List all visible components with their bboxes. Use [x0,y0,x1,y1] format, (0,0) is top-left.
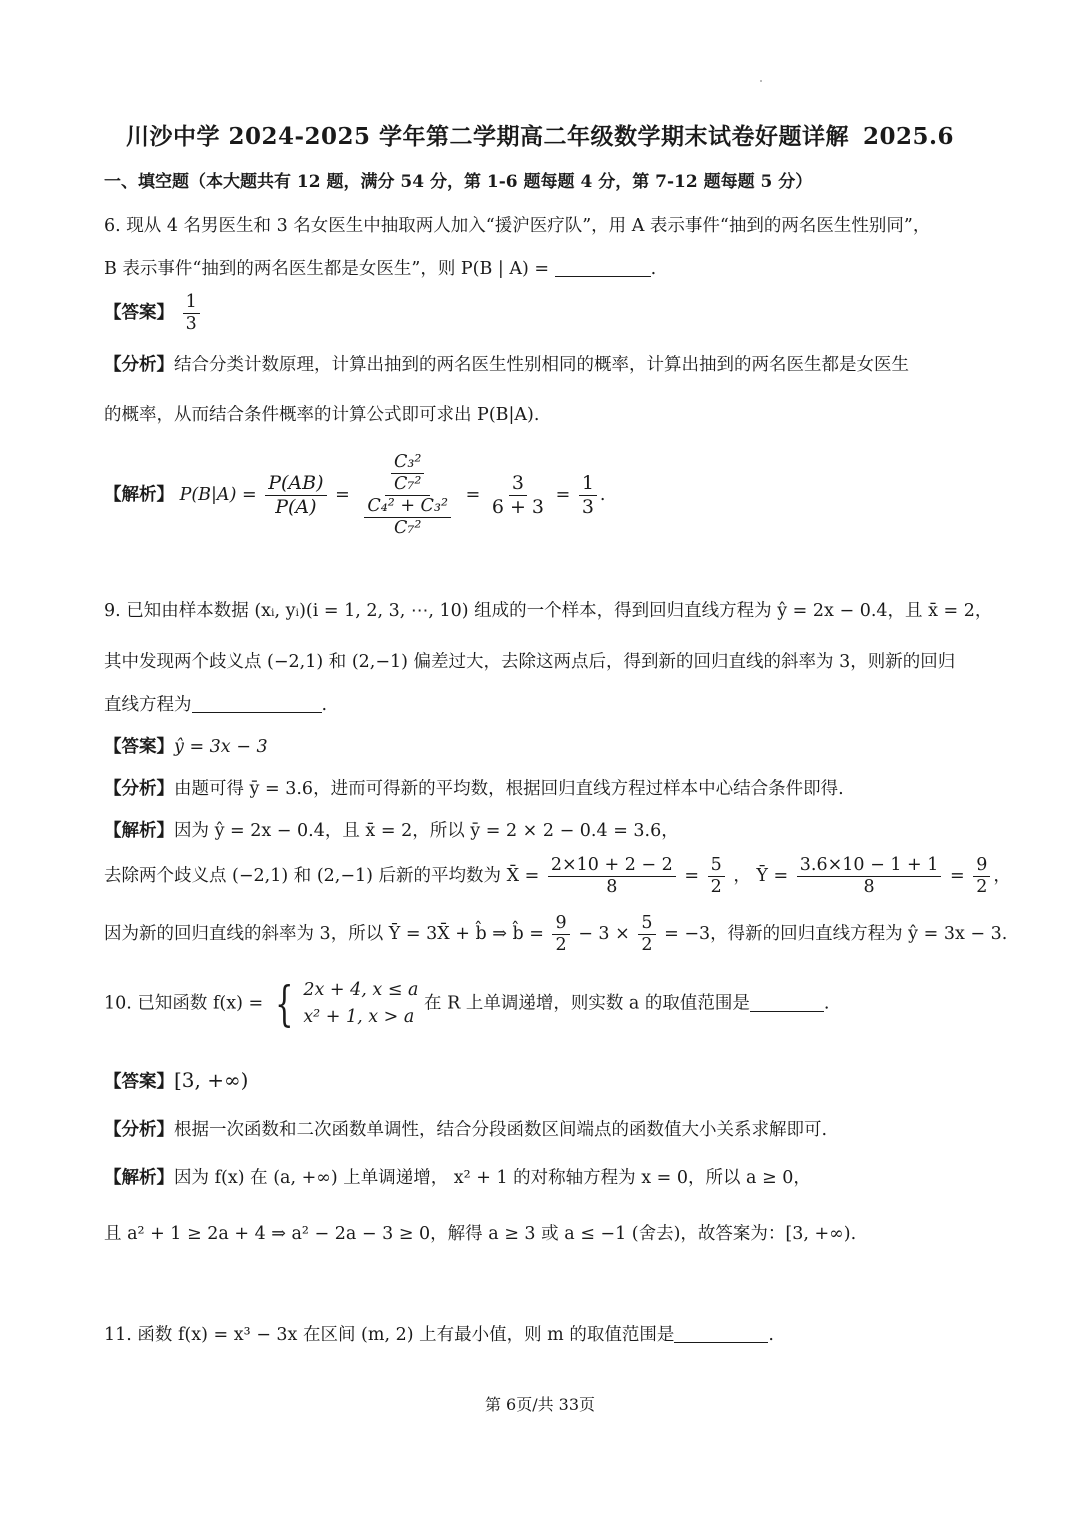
q9-sol-3-frac1 [552,913,569,956]
q11-text: 11. 函数 f(x) = x³ − 3x 在区间 (m, 2) 上有最小值，则 m 的取值范围是 [104,1325,675,1345]
q10-analysis [104,1120,827,1141]
q6-sol-frac2 [358,452,457,539]
q6-sol-c42-c32: C₄² + C₃² [364,496,451,518]
title-text: 川沙中学 2024-2025 学年第二学期高二年级数学期末试卷好题详解 [125,123,850,150]
q6-answer-label: 【答案】 [104,303,174,323]
q6-sol-eq2: = [465,485,481,505]
q6-line1: 6. 现从 4 名男医生和 3 名女医生中抽取两人加入“援沪医疗队”，用 A 表示事件“抽到的两名医生性别同”， [104,216,931,236]
q10-answer [104,1068,248,1093]
q9-answer-blank [192,694,322,713]
title-date: 2025.6 [863,123,955,150]
q10-piecewise [269,976,419,1032]
q9-sol-3-f1-den: 2 [555,935,567,955]
q10-post: 在 R 上单调递增，则实数 a 的取值范围是 [424,993,750,1014]
q9-sol-2-frac3 [797,855,942,898]
q9-sol-2-frac1 [548,855,676,898]
q9-analysis [104,779,844,800]
q10-case1: 2x + 4, x ≤ a [303,980,419,1000]
q9-sol-2-f3-num: 3.6×10 − 1 + 1 [797,855,942,877]
q9-sol-3-end: = −3，得新的回归直线方程为 ŷ = 3x − 3. [664,924,1008,944]
q6-sol-c72-a: C₇² [393,474,422,494]
q6-sol-frac3-num: 3 [509,472,527,496]
q10-answer-value: [3, +∞) [174,1068,249,1092]
q9-solution-label: 【解析】 [104,821,174,841]
q9-sol-2-eq2: = [949,866,965,886]
q10-case2: x² + 1, x > a [303,1007,415,1027]
q6-solution [104,452,606,539]
page-title [0,118,1080,151]
q6-analysis-label: 【分析】 [104,355,174,375]
q6-sol-frac2-bottom [358,496,457,539]
q6-sol-frac2-top [385,452,430,496]
q6-sol-frac1-num: P(AB) [265,472,326,496]
q9-line2: 其中发现两个歧义点 (−2,1) 和 (2,−1) 偏差过大，去除这两点后，得到新的回归直线的斜率为 3，则新的回归 [104,652,956,672]
q9-sol-2-frac2 [708,855,725,898]
q9-sol-2-f3-den: 8 [863,877,875,897]
q9-line1: 9. 已知由样本数据 (xᵢ, yᵢ)(i = 1, 2, 3, ⋯, 10) 组成的一个样本，得到回归直线方程为 ŷ = 2x − 0.4，且 x̄ = 2， [104,601,993,621]
q6-sol-frac1 [265,472,326,519]
q6-sol-eq: = [335,485,350,505]
q10-answer-blank [750,993,824,1012]
q10-line [104,976,830,1032]
q9-sol-3-mid: − 3 × [578,924,630,944]
q6-analysis-line2: 的概率，从而结合条件概率的计算公式即可求出 P(B|A). [104,405,540,425]
q10-analysis-text: 根据一次函数和二次函数单调性，结合分段函数区间端点的函数值大小关系求解即可. [174,1120,828,1140]
q10-sol-1: 因为 f(x) 在 (a, +∞) 上单调递增， x² + 1 的对称轴方程为 x = 0，所以 a ≥ 0， [174,1168,811,1188]
q10-answer-label: 【答案】 [104,1072,174,1092]
q11-line [104,1324,774,1346]
q6-sol-end: . [599,485,606,505]
q9-analysis-text: 由题可得 ȳ = 3.6，进而可得新的平均数，根据回归直线方程过样本中心结合条件即得. [174,779,844,799]
q9-sol-2-f1-num: 2×10 + 2 − 2 [548,855,676,877]
q6-sol-lhs: P(B|A) = [179,485,257,505]
q6-sol-c72-b: C₇² [393,518,422,538]
q10-cases [303,980,418,1028]
q9-sol-2-end: ， [993,866,1011,886]
q9-sol-2-f4-den: 2 [976,877,988,897]
q6-solution-label: 【解析】 [104,485,174,505]
q6-sol-frac3-den: 6 + 3 [491,496,544,518]
q10-analysis-label: 【分析】 [104,1120,174,1140]
q6-sol-c32: C₃² [391,452,424,474]
q9-solution-line3 [104,913,1007,956]
q11-end: . [768,1325,774,1345]
scan-dot [760,80,762,82]
page-footer: 第 6页/共 33页 [484,1395,596,1414]
q9-sol-2-f2-den: 2 [710,877,722,897]
brace-icon: { [274,976,294,1032]
q6-sol-frac4 [579,472,597,519]
q6-sol-frac3 [489,472,547,519]
q9-line3-text: 直线方程为 [104,695,192,715]
q6-sol-frac4-num: 1 [579,472,597,496]
q9-sol-2-eq1: = [684,866,700,886]
q10-solution-label: 【解析】 [104,1168,174,1188]
q10-solution-line2: 且 a² + 1 ≥ 2a + 4 ⇒ a² − 2a − 3 ≥ 0，解得 a ≥ 3 或 a ≤ −1 (舍去)，故答案为：[3, +∞). [104,1224,857,1244]
q10-solution-line1 [104,1168,811,1189]
q6-line2-end: . [650,259,657,279]
q6-analysis-line1 [104,355,909,376]
q6-sol-frac4-den: 3 [581,496,594,518]
q9-solution-line1 [104,821,679,842]
q6-line2-text: B 表示事件“抽到的两名医生都是女医生”，则 P(B | A) = [104,259,550,279]
q9-line3-end: . [321,695,328,715]
q9-sol-1: 因为 ŷ = 2x − 0.4，且 x̄ = 2，所以 ȳ = 2 × 2 − 0.4 = 3.6， [174,821,679,841]
q6-sol-frac1-den: P(A) [275,496,317,518]
q9-sol-2-f2-num: 5 [708,855,725,877]
q9-sol-2-frac4 [973,855,990,898]
q6-line2 [104,258,656,280]
q6-answer-fraction [183,292,200,335]
q9-sol-2-f4-num: 9 [973,855,990,877]
q9-answer-value: ŷ = 3x − 3 [174,737,268,757]
q6-answer-den: 3 [185,314,197,334]
q6-sol-frac2-bottom-frac [364,496,451,539]
q9-sol-2-f1-den: 8 [606,877,618,897]
q6-analysis-1: 结合分类计数原理，计算出抽到的两名医生性别相同的概率，计算出抽到的两名医生都是女医生 [174,355,909,375]
q10-pre: 10. 已知函数 f(x) = [104,993,264,1014]
section-heading: 一、填空题（本大题共有 12 题，满分 54 分，第 1-6 题每题 4 分，第 7-12 题每题 5 分） [104,172,813,192]
q9-analysis-label: 【分析】 [104,779,174,799]
q9-sol-2-mid: ， Ȳ = [733,866,789,886]
q6-sol-eq3: = [555,485,571,505]
q9-line3 [104,694,327,716]
q6-answer-num: 1 [183,292,200,314]
q11-answer-blank [674,1324,768,1343]
q9-sol-3-f2-den: 2 [641,935,653,955]
q9-answer [104,737,268,758]
q9-answer-label: 【答案】 [104,737,174,757]
q9-solution-line2 [104,855,1011,898]
q9-sol-3-frac2 [638,913,655,956]
q9-sol-2-pre: 去除两个歧义点 (−2,1) 和 (2,−1) 后新的平均数为 X̄ = [104,866,540,886]
q9-sol-3-f2-num: 5 [638,913,655,935]
q6-answer-blank [555,258,651,277]
q9-sol-3-f1-num: 9 [552,913,569,935]
q9-sol-3-pre: 因为新的回归直线的斜率为 3，所以 Ȳ = 3X̄ + b̂ ⇒ b̂ = [104,924,544,944]
q10-post-end: . [823,993,830,1014]
q6-sol-frac2-top-frac [391,452,424,495]
q6-answer [104,292,203,335]
